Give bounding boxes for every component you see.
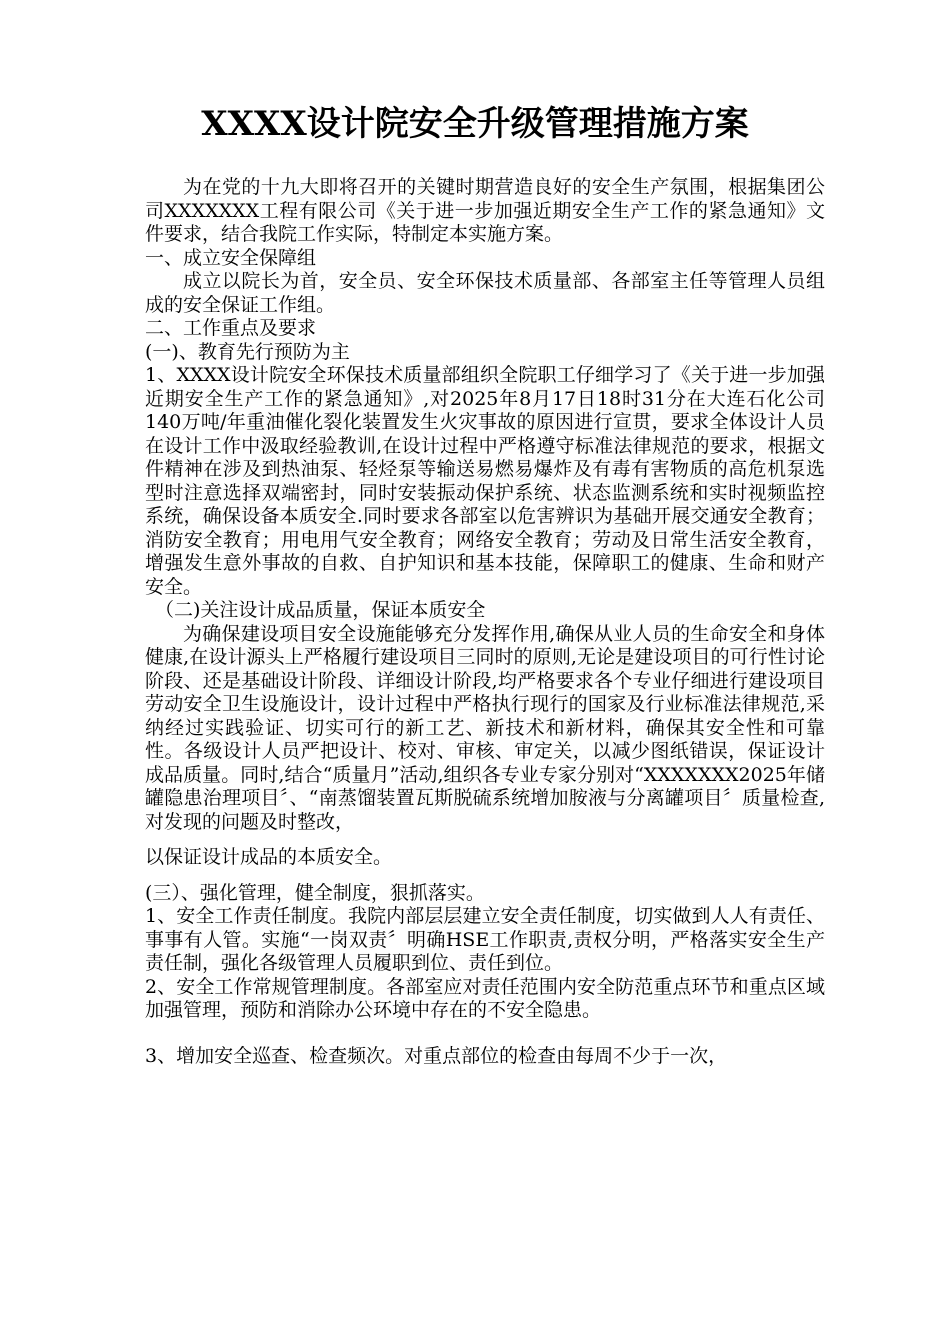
subsection-1-item-1: 1、XXXX设计院安全环保技术质量部组织全院职工仔细学习了《关于进一步加强近期安全生产工作的紧急通知》,对2025年8月17日18时31分在大连石化公司140万吨/年重油催化裂化装置发生火灾事故的原因进行宣贯，要求全体设计人员在设计工作中汲取经验教训,在设计过程中严格遵守标准法律规范的要求，根据文件精神在涉及到热油泵、轻烃泵等输送易燃易爆炸及有毒有害物质的高危机泵选型时注意选择双端密封，同时安装振动保护系统、状态监测系统和实时视频监控系统，确保设备本质安全.同时要求各部室以危害辨识为基础开展交通安全教育；消防安全教育；用电用气安全教育；网络安全教育；劳动及日常生活安全教育，增强发生意外事故的自救、自护知识和基本技能，保障职工的健康、生命和财产安全。 <box>145 364 825 598</box>
subsection-heading-1: (一)、教育先行预防为主 <box>145 340 350 363</box>
subsection-3-item-1: 1、安全工作责任制度。我院内部层层建立安全责任制度，切实做到人人有责任、事事有人管。实施“一岗双责〞明确HSE工作职责,责权分明，严格落实安全生产责任制，强化各级管理人员履职到位、责任到位。 <box>145 905 825 974</box>
section-1-paragraph: 成立以院长为首，安全员、安全环保技术质量部、各部室主任等管理人员组成的安全保证工作组。 <box>145 270 825 316</box>
document-title: XXXX设计院安全升级管理措施方案 <box>201 104 749 144</box>
subsection-3-item-2: 2、安全工作常规管理制度。各部室应对责任范围内安全防范重点环节和重点区域加强管理，预防和消除办公环境中存在的不安全隐患。 <box>145 975 825 1021</box>
subsection-3-item-3: 3、增加安全巡查、检查频次。对重点部位的检查由每周不少于一次， <box>145 1044 728 1067</box>
subsection-2-paragraph-end: 以保证设计成品的本质安全。 <box>145 846 393 868</box>
document-body <box>145 176 825 1068</box>
subsection-heading-2: （二)关注设计成品质量，保证本质安全 <box>155 599 486 621</box>
subsection-2-paragraph: 为确保建设项目安全设施能够充分发挥作用,确保从业人员的生命安全和身体健康,在设计源头上严格履行建设项目三同时的原则,无论是建设项目的可行性讨论阶段、还是基础设计阶段、详细设计阶段,均严格要求各个专业仔细进行建设项目劳动安全卫生设施设计，设计过程中严格执行现行的国家及行业标准法律规范,采纳经过实践验证、切实可行的新工艺、新技术和新材料，确保其安全性和可靠性。各级设计人员严把设计、校对、审核、审定关，以减少图纸错误，保证设计成品质量。同时,结合“质量月”活动,组织各专业专家分别对“XXXXXXX2025年储罐隐患治理项目〞、“南蒸馏装置瓦斯脱硫系统增加胺液与分离罐项目〞质量检查,对发现的问题及时整改， <box>145 622 825 833</box>
subsection-heading-3: (三）、强化管理，健全制度，狠抓落实。 <box>145 881 485 904</box>
section-heading-1: 一、成立安全保障组 <box>145 246 317 269</box>
intro-paragraph: 为在党的十九大即将召开的关键时期营造良好的安全生产氛围，根据集团公司XXXXXXX工程有限公司《关于进一步加强近期安全生产工作的紧急通知》文件要求，结合我院工作实际，特制定本实施方案。 <box>145 176 825 245</box>
section-heading-2: 二、工作重点及要求 <box>145 317 317 339</box>
